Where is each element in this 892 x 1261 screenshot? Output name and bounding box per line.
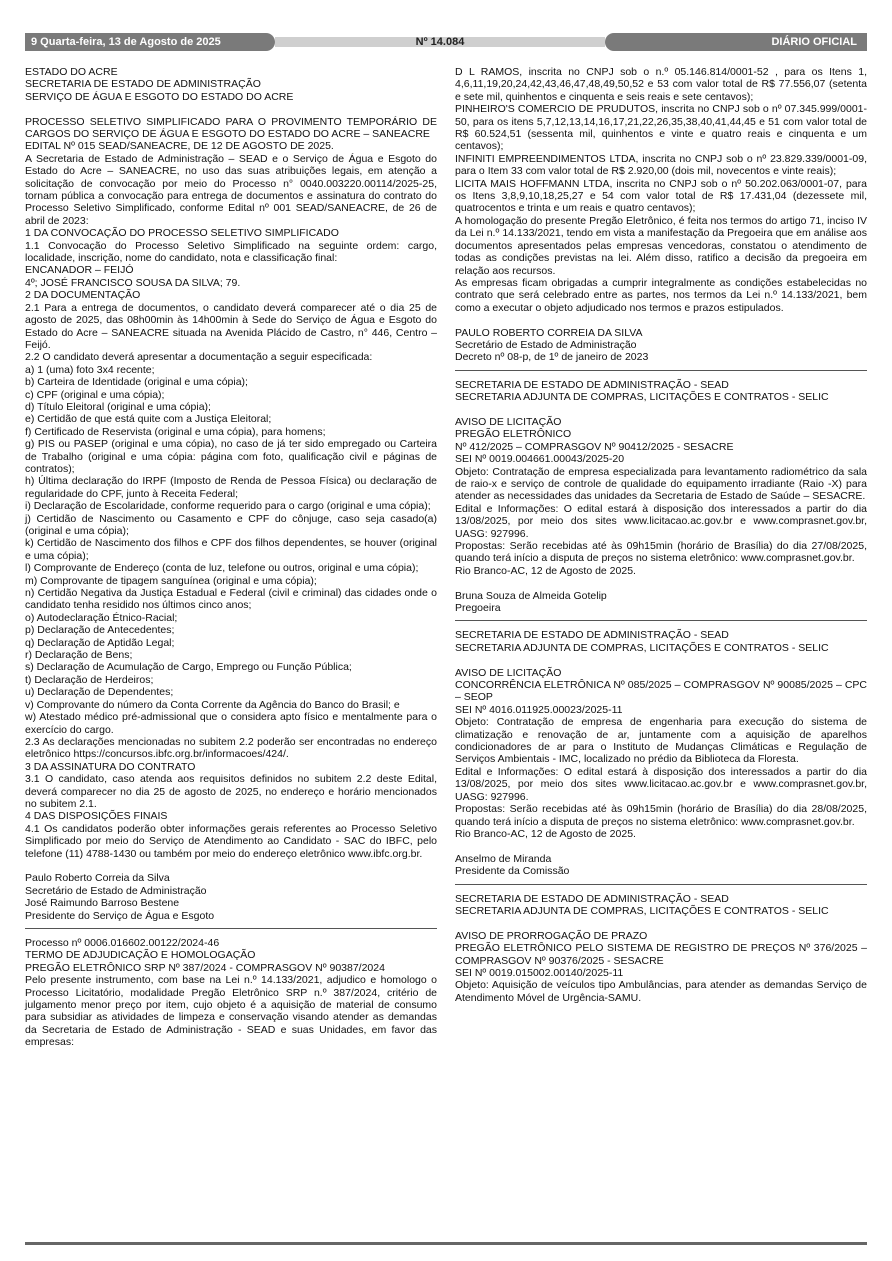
text-line: A Secretaria de Estado de Administração – SEAD e o Serviço de Água e Esgoto do Estado do Acre – SANEACRE, no uso das suas atribuições legais, em atenção a solicitação de convocação por meio do Processo n° 0040.003220.00114/2025-25, tornam pública a convocação para entrega de documentos e assinatura do contrato do Processo Seletivo Simplificado, conforme Edital nº 001 SEAD/SANEACRE, de 26 de abril de 2023: <box>25 152 437 227</box>
text-line: Secretário de Estado de Administração <box>455 338 637 351</box>
text-line: Anselmo de Miranda <box>455 852 552 865</box>
edition-number: Nº 14.084 <box>415 36 465 48</box>
text-line: Rio Branco-AC, 12 de Agosto de 2025. <box>455 564 636 577</box>
text-line: SERVIÇO DE ÁGUA E ESGOTO DO ESTADO DO ACRE <box>25 90 294 103</box>
text-line: t) Declaração de Herdeiros; <box>25 673 154 686</box>
text-line: u) Declaração de Dependentes; <box>25 686 174 699</box>
text-line: s) Declaração de Acumulação de Cargo, Emprego ou Função Pública; <box>25 661 352 674</box>
text-line: o) Autodeclaração Étnico-Racial; <box>25 611 178 624</box>
blank-line <box>455 404 867 416</box>
text-line: José Raimundo Barroso Bestene <box>25 897 180 910</box>
journal-name: DIÁRIO OFICIAL <box>605 33 867 51</box>
section-divider <box>455 620 867 621</box>
blank-line <box>455 314 867 326</box>
text-line: n) Certidão Negativa da Justiça Estadual e Federal (civil e criminal) das cidades onde o candidato tenha residido nos últimos cinco anos; <box>25 587 437 612</box>
text-line: PAULO ROBERTO CORREIA DA SILVA <box>455 326 643 339</box>
blank-line <box>455 840 867 852</box>
text-line: Decreto nº 08-p, de 1º de janeiro de 2023 <box>455 351 649 364</box>
text-line: v) Comprovante do número da Conta Corrente da Agência do Banco do Brasil; e <box>25 698 400 711</box>
text-line: Presidente do Serviço de Água e Esgoto <box>25 909 215 922</box>
text-line: f) Certificado de Reservista (original e uma cópia), para homens; <box>25 425 326 438</box>
section-divider <box>25 928 437 929</box>
text-line: Propostas: Serão recebidas até às 09h15min (horário de Brasília) do dia 27/08/2025, quando terá início a disputa de preços no sistema eletrônico: www.comprasnet.gov.br. <box>455 540 867 565</box>
text-line: k) Certidão de Nascimento dos filhos e CPF dos filhos dependentes, se houver (original e uma cópia); <box>25 537 437 562</box>
text-line: r) Declaração de Bens; <box>25 649 133 662</box>
text-line: SEI Nº 0019.004661.00043/2025-20 <box>455 453 625 466</box>
text-line: 1.1 Convocação do Processo Seletivo Simplificado na seguinte ordem: cargo, localidade, inscrição, nome do candidato, nota e classificação final: <box>25 239 437 265</box>
text-line: SECRETARIA ADJUNTA DE COMPRAS, LICITAÇÕES E CONTRATOS - SELIC <box>455 391 829 404</box>
text-line: Bruna Souza de Almeida Gotelip <box>455 589 607 602</box>
text-line: PROCESSO SELETIVO SIMPLIFICADO PARA O PROVIMENTO TEMPORÁRIO DE CARGOS DO SERVIÇO DE ÁGUA E ESGOTO DO ESTADO DO ACRE – SANEACRE <box>25 115 437 141</box>
text-line: Rio Branco-AC, 12 de Agosto de 2025. <box>455 827 636 840</box>
text-line: SECRETARIA ADJUNTA DE COMPRAS, LICITAÇÕES E CONTRATOS - SELIC <box>455 641 829 654</box>
text-line: 3.1 O candidato, caso atenda aos requisitos definidos no subitem 2.2 deste Edital, deverá comparecer no dia 25 de agosto de 2025, no endereço e horário mencionados no subitem 2.1. <box>25 773 437 810</box>
text-line: PREGÃO ELETRÔNICO <box>455 428 572 441</box>
text-line: 3 DA ASSINATURA DO CONTRATO <box>25 760 196 773</box>
text-line: INFINITI EMPREENDIMENTOS LTDA, inscrita no CNPJ sob o nº 23.829.339/0001-09, para o Item 33 com valor total de R$ 2.920,00 (dois mil, novecentos e vinte reais); <box>455 152 867 178</box>
text-line: d) Título Eleitoral (original e uma cópia); <box>25 400 211 413</box>
text-line: 4 DAS DISPOSIÇÕES FINAIS <box>25 810 168 823</box>
text-line: D L RAMOS, inscrita no CNPJ sob o n.º 05.146.814/0001-52 , para os Itens 1, 4,6,11,19,20,24,42,43,46,47,48,49,50,52 e 53 com valor total de R$ 77.556,07 (setenta e sete mil, quinhentos e cinquenta e seis reais e sete centavos); <box>455 66 867 103</box>
blank-line <box>455 917 867 929</box>
text-line: b) Carteira de Identidade (original e uma cópia); <box>25 376 248 389</box>
text-line: CONCORRÊNCIA ELETRÔNICA Nº 085/2025 – COMPRASGOV Nº 90085/2025 – CPC – SEOP <box>455 679 867 704</box>
blank-line <box>25 860 437 872</box>
text-line: SEI Nº 0019.015002.00140/2025-11 <box>455 966 624 979</box>
text-line: Objeto: Contratação de empresa de engenharia para execução do sistema de climatização e renovação de ar, juntamente com a aquisição de aparelhos condicionadores de ar para o Instituto de Mudanças Climáticas e Regulação de Serviços Ambientais - IMC, localizado no prédio da Biblioteca da Floresta. <box>455 716 867 766</box>
text-line: Nº 412/2025 – COMPRASGOV Nº 90412/2025 - SESACRE <box>455 440 734 453</box>
text-line: Paulo Roberto Correia da Silva <box>25 872 170 885</box>
text-line: c) CPF (original e uma cópia); <box>25 388 165 401</box>
text-line: l) Comprovante de Endereço (conta de luz, telefone ou outros, original e uma cópia); <box>25 562 419 575</box>
text-line: SEI Nº 4016.011925.00023/2025-11 <box>455 703 623 716</box>
text-line: Propostas: Serão recebidas até às 09h15min (horário de Brasília) do dia 28/08/2025, quando terá início a disputa de preços no sistema eletrônico: www.comprasnet.gov.br. <box>455 803 867 828</box>
text-line: ENCANADOR – FEIJÓ <box>25 264 134 277</box>
text-line: PREGÃO ELETRÔNICO PELO SISTEMA DE REGISTRO DE PREÇOS Nº 376/2025 – COMPRASGOV Nº 90376/2025 - SESACRE <box>455 942 867 967</box>
text-line: 2.3 As declarações mencionadas no subitem 2.2 poderão ser encontradas no endereço eletrônico https://concursos.ibfc.org.br/informacoes/424/. <box>25 735 437 761</box>
text-line: 1 DA CONVOCAÇÃO DO PROCESSO SELETIVO SIMPLIFICADO <box>25 227 339 240</box>
text-line: Edital e Informações: O edital estará à disposição dos interessados a partir do dia 13/08/2025, por meio dos sites www.licitacao.ac.gov.br e www.comprasnet.gov.br, UASG: 927996. <box>455 765 867 803</box>
text-line: p) Declaração de Antecedentes; <box>25 624 175 637</box>
blank-line <box>455 577 867 589</box>
text-line: SECRETARIA DE ESTADO DE ADMINISTRAÇÃO - SEAD <box>455 378 729 391</box>
text-line: SECRETARIA DE ESTADO DE ADMINISTRAÇÃO <box>25 78 261 91</box>
section-divider <box>455 884 867 885</box>
section-divider <box>455 370 867 371</box>
text-line: LICITA MAIS HOFFMANN LTDA, inscrita no CNPJ sob o nº 50.202.063/0001-07, para os Itens 3,8,9,10,18,25,27 e 54 com valor total de R$ 17.431,04 (dezessete mil, quatrocentos e trinta e um reais e quatro centavos); <box>455 177 867 215</box>
text-line: As empresas ficam obrigadas a cumprir integralmente as condições estabelecidas no contrato que será celebrado entre as partes, nos termos da Lei n.º 14.133/2021, bem como a executar o objeto adjudicado nos termos e prazos estipulados. <box>455 276 867 314</box>
left-column <box>25 66 437 1049</box>
text-line: 2 DA DOCUMENTAÇÃO <box>25 289 141 302</box>
text-line: g) PIS ou PASEP (original e uma cópia), no caso de já ter sido empregado ou Carteira de Trabalho (original e uma cópia: página com foto, qualificação civil e páginas de contratos); <box>25 438 437 475</box>
text-line: Processo nº 0006.016602.00122/2024-46 <box>25 937 220 949</box>
text-line: TERMO DE ADJUDICAÇÃO E HOMOLOGAÇÃO <box>25 949 256 962</box>
text-line: Pregoeira <box>455 602 501 615</box>
text-line: 4.1 Os candidatos poderão obter informações gerais referentes ao Processo Seletivo Simplificado por meio do Serviço de Atendimento ao Candidato - SAC do IBFC, pelo telefone (11) 4788-1430 ou também por meio do endereço eletrônico www.ibfc.org.br. <box>25 822 437 860</box>
text-line: EDITAL Nº 015 SEAD/SANEACRE, DE 12 DE AGOSTO DE 2025. <box>25 140 334 153</box>
text-line: i) Declaração de Escolaridade, conforme requerido para o cargo (original e uma cópia); <box>25 500 431 513</box>
text-line: a) 1 (uma) foto 3x4 recente; <box>25 363 155 376</box>
text-line: Objeto: Aquisição de veículos tipo Ambulâncias, para atender as demandas Serviço de Atendimento Móvel de Urgência-SAMU. <box>455 979 867 1004</box>
text-line: Edital e Informações: O edital estará à disposição dos interessados a partir do dia 13/08/2025, por meio dos sites www.licitacao.ac.gov.br e www.comprasnet.gov.br, UASG: 927996. <box>455 502 867 540</box>
right-column <box>455 66 867 1004</box>
blank-line <box>25 103 437 115</box>
text-line: Secretário de Estado de Administração <box>25 884 207 897</box>
text-line: ESTADO DO ACRE <box>25 66 118 78</box>
text-line: Pelo presente instrumento, com base na Lei n.º 14.133/2021, adjudico e homologo o Processo Licitatório, modalidade Pregão Eletrônico SRP n.º 387/2024, critério de julgamento menor preço por item, cujo objeto é a aquisição de material de consumo para subsidiar as atividades de limpeza e conservação visando atender as demandas da Secretaria de Estado de Administração - SEAD e suas Unidades, em favor das empresas: <box>25 974 437 1049</box>
text-line: AVISO DE LICITAÇÃO <box>455 666 562 679</box>
text-line: w) Atestado médico pré-admissional que o considera apto físico e mentalmente para o exercício do cargo. <box>25 711 437 736</box>
footer-rule <box>25 1242 867 1245</box>
page-date: 9 Quarta-feira, 13 de Agosto de 2025 <box>25 33 275 51</box>
text-line: 2.1 Para a entrega de documentos, o candidato deverá comparecer até o dia 25 de agosto de 2025, das 08h00min às 14h00min à Sede do Serviço de Água e Esgoto do Estado do Acre – SANEACRE situada na Avenida Plácido de Castro, n° 446, Centro – Feijó. <box>25 301 437 351</box>
text-line: e) Certidão de que está quite com a Justiça Eleitoral; <box>25 413 272 426</box>
page-header <box>25 33 867 51</box>
blank-line <box>455 654 867 666</box>
text-line: A homologação do presente Pregão Eletrônico, é feita nos termos do artigo 71, inciso IV da Lei n.º 14.133/2021, tendo em vista a manifestação da Pregoeira que em análise aos documentos apresentados pelas empresas vencedoras, constatou o atendimento de todas as condições previstas na lei. Além disso, ratifico a decisão da pregoeira em relação aos recursos. <box>455 214 867 277</box>
text-line: q) Declaração de Aptidão Legal; <box>25 636 175 649</box>
text-line: 2.2 O candidato deverá apresentar a documentação a seguir especificada: <box>25 351 373 364</box>
text-line: SECRETARIA DE ESTADO DE ADMINISTRAÇÃO - SEAD <box>455 892 729 905</box>
text-line: AVISO DE PRORROGAÇÃO DE PRAZO <box>455 929 648 942</box>
text-line: SECRETARIA ADJUNTA DE COMPRAS, LICITAÇÕES E CONTRATOS - SELIC <box>455 904 829 917</box>
text-line: Objeto: Contratação de empresa especializada para levantamento radiométrico da sala de raio-x e serviço de controle de qualidade do equipamento irradiante (Raio -X) para atender as necessidades das unidades da Secretaria de Estado de Saúde – SESACRE. <box>455 465 867 503</box>
text-line: h) Última declaração do IRPF (Imposto de Renda de Pessoa Física) ou declaração de regularidade do CPF, junto à Receita Federal; <box>25 475 437 500</box>
text-line: AVISO DE LICITAÇÃO <box>455 415 562 428</box>
text-line: SECRETARIA DE ESTADO DE ADMINISTRAÇÃO - SEAD <box>455 629 729 642</box>
text-line: Presidente da Comissão <box>455 865 570 878</box>
text-line: PREGÃO ELETRÔNICO SRP Nº 387/2024 - COMPRASGOV Nº 90387/2024 <box>25 961 385 974</box>
text-line: j) Certidão de Nascimento ou Casamento e CPF do cônjuge, caso seja casado(a) (original e uma cópia); <box>25 512 437 538</box>
text-line: 4º; JOSÉ FRANCISCO SOUSA DA SILVA; 79. <box>25 276 241 289</box>
text-line: PINHEIRO'S COMERCIO DE PRUDUTOS, inscrita no CNPJ sob o nº 07.345.999/0001-50, para os itens 5,7,12,13,14,16,17,21,22,26,35,38,40,41,44,45 e 51 com valor total de R$ 60.524,51 (sessenta mil, quinhentos e vinte e quatro reais e cinquenta e um centavos); <box>455 103 867 153</box>
text-line: m) Comprovante de tipagem sanguínea (original e uma cópia); <box>25 574 317 587</box>
